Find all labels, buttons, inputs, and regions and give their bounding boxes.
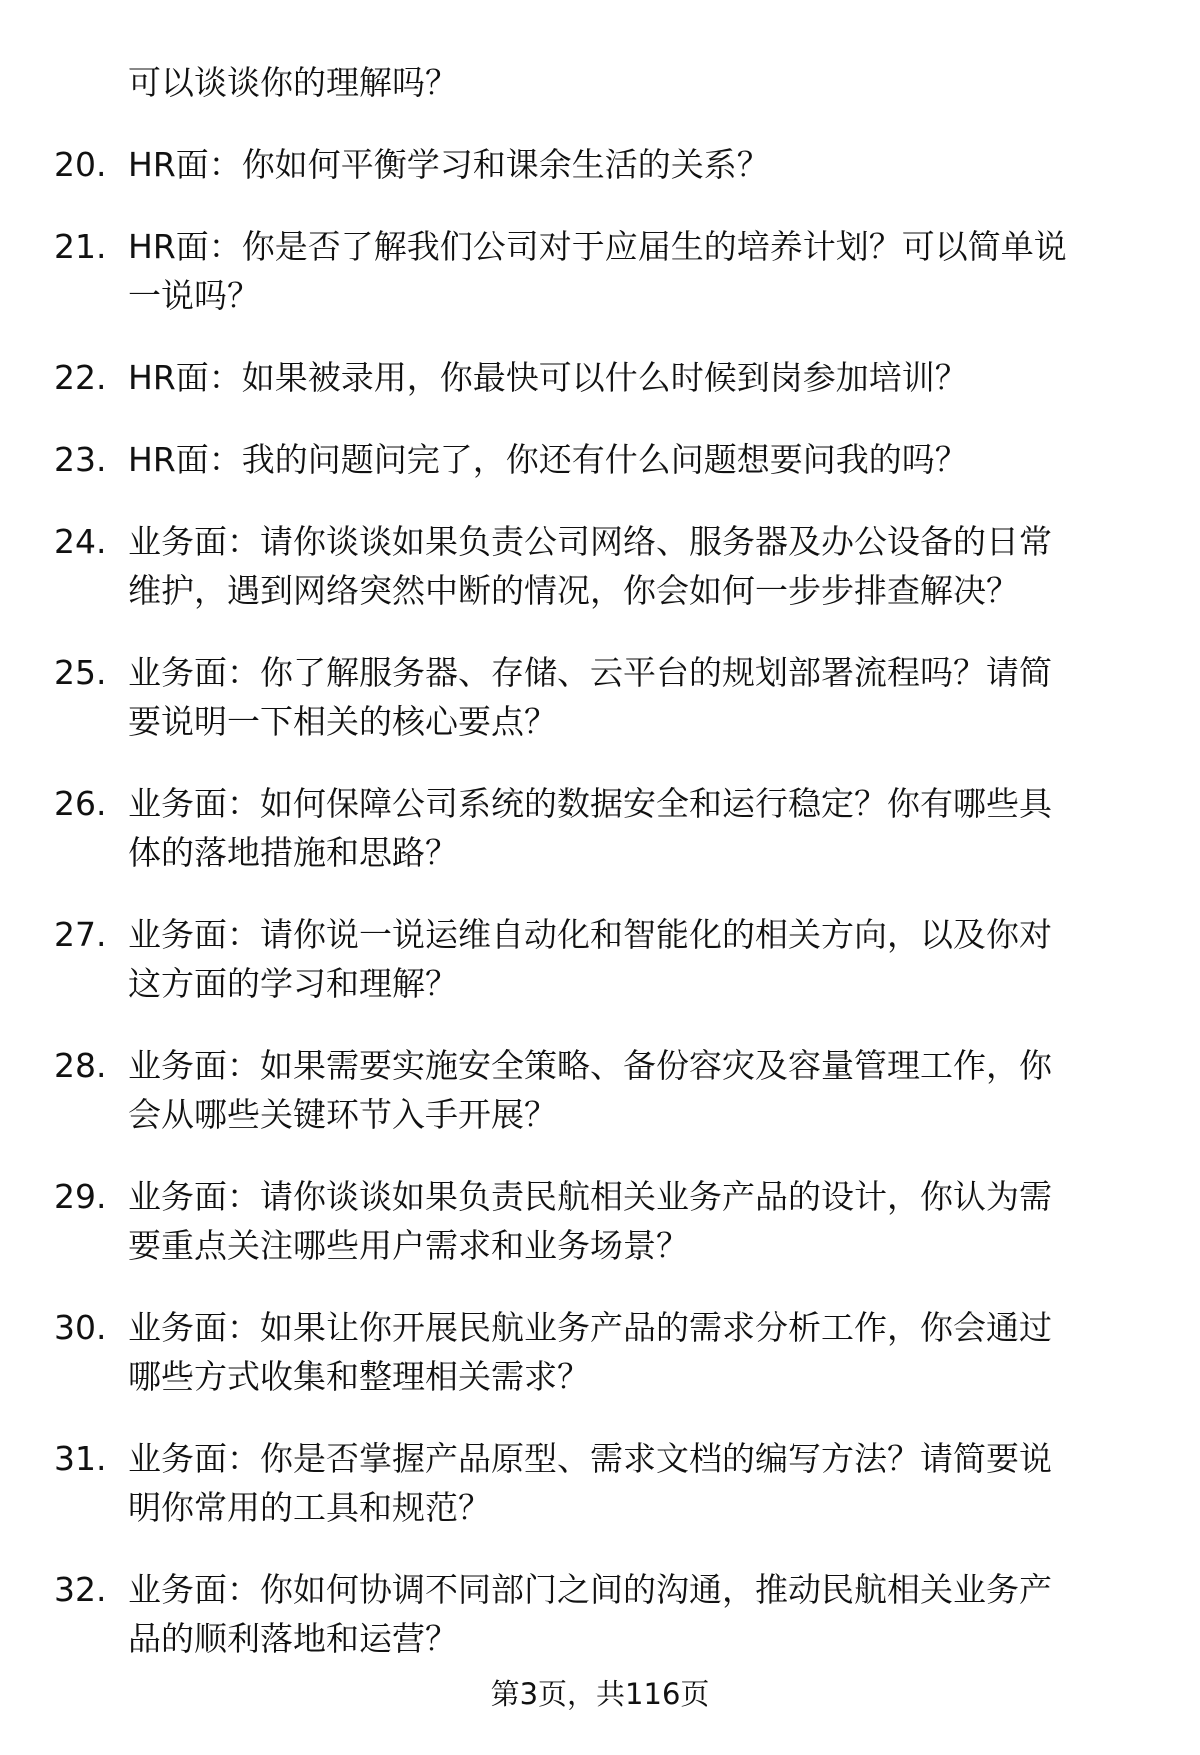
item-text-line: 业务面：你如何协调不同部门之间的沟通，推动民航相关业务产 [128,1570,1052,1609]
item-text-line: 业务面：请你谈谈如果负责公司网络、服务器及办公设备的日常 [128,522,1052,561]
item-text-line: HR面：你如何平衡学习和课余生活的关系？ [128,145,770,184]
item-text-line: 会从哪些关键环节入手开展？ [128,1095,557,1134]
list-item [0,222,1200,320]
item-text-line: 维护，遇到网络突然中断的情况，你会如何一步步排查解决？ [128,571,1019,610]
item-number: 25. [54,653,107,692]
list-item [0,910,1200,1008]
item-number: 26. [54,784,107,823]
item-number: 29. [54,1177,107,1216]
item-text-line: 体的落地措施和思路？ [128,833,458,872]
item-text-line: HR面：如果被录用，你最快可以什么时候到岗参加培训？ [128,358,968,397]
item-text-line: 品的顺利落地和运营？ [128,1619,458,1658]
list-item [0,353,1200,402]
item-number: 21. [54,227,107,266]
list-item [0,779,1200,877]
item-text-line: HR面：你是否了解我们公司对于应届生的培养计划？可以简单说 [128,227,1067,266]
list-item [0,1172,1200,1270]
list-item [0,1565,1200,1663]
item-text-line: 要重点关注哪些用户需求和业务场景？ [128,1226,689,1265]
item-text-line: 业务面：如果需要实施安全策略、备份容灾及容量管理工作，你 [128,1046,1052,1085]
item-number: 30. [54,1308,107,1347]
list-item [0,648,1200,746]
item-number: 20. [54,145,107,184]
item-number: 24. [54,522,107,561]
item-number: 27. [54,915,107,954]
item-number: 23. [54,440,107,479]
item-number: 22. [54,358,107,397]
item-text-line: 可以谈谈你的理解吗？ [128,63,458,102]
item-text-line: 业务面：请你谈谈如果负责民航相关业务产品的设计，你认为需 [128,1177,1052,1216]
item-number: 32. [54,1570,107,1609]
item-text-line: 明你常用的工具和规范？ [128,1488,491,1527]
item-text-line: 业务面：如果让你开展民航业务产品的需求分析工作，你会通过 [128,1308,1052,1347]
item-text-line: 要说明一下相关的核心要点？ [128,702,557,741]
list-item [0,1303,1200,1401]
item-text-line: 业务面：你了解服务器、存储、云平台的规划部署流程吗？请简 [128,653,1052,692]
item-text-line: 业务面：如何保障公司系统的数据安全和运行稳定？你有哪些具 [128,784,1052,823]
item-text-line: 哪些方式收集和整理相关需求？ [128,1357,590,1396]
list-item [0,435,1200,484]
list-item [0,1041,1200,1139]
list-item [0,140,1200,189]
page-footer: 第3页，共116页 [490,1677,710,1711]
item-text-line: HR面：我的问题问完了，你还有什么问题想要问我的吗？ [128,440,968,479]
list-item [0,1434,1200,1532]
item-number: 28. [54,1046,107,1085]
list-item [0,58,1200,107]
item-number: 31. [54,1439,107,1478]
item-text-line: 业务面：你是否掌握产品原型、需求文档的编写方法？请简要说 [128,1439,1052,1478]
item-text-line: 一说吗？ [128,276,260,315]
item-text-line: 业务面：请你说一说运维自动化和智能化的相关方向，以及你对 [128,915,1052,954]
item-text-line: 这方面的学习和理解？ [128,964,458,1003]
question-list [0,58,1200,1696]
list-item [0,517,1200,615]
